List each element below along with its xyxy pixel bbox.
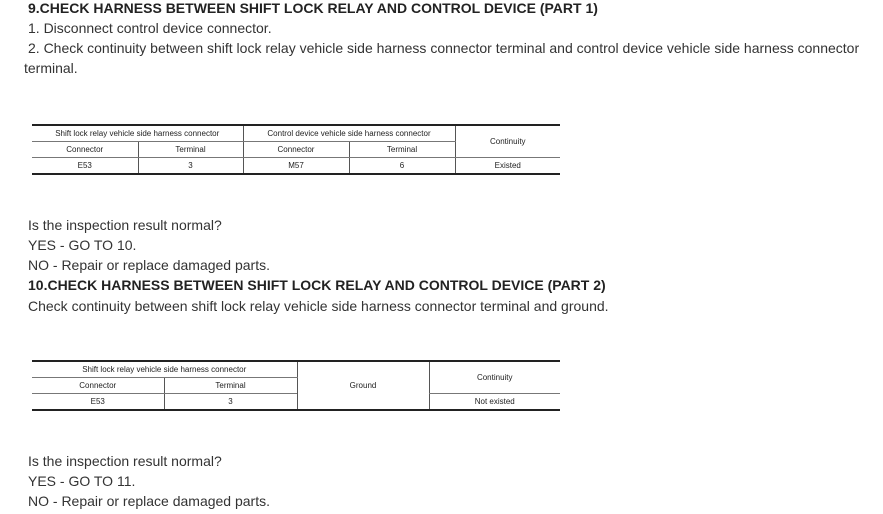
cell: Not existed <box>429 394 560 411</box>
cell: 6 <box>349 158 455 175</box>
step10-no: NO - Repair or replace damaged parts. <box>28 493 270 509</box>
continuity-table-2 <box>32 360 560 411</box>
header-control-device-connector: Control device vehicle side harness connector <box>243 125 455 142</box>
header-terminal: Terminal <box>164 378 297 394</box>
header-connector: Connector <box>32 378 164 394</box>
step9-instruction-1: 1. Disconnect control device connector. <box>28 20 272 36</box>
step9-question: Is the inspection result normal? <box>28 217 222 233</box>
header-connector: Connector <box>243 142 349 158</box>
cell: E53 <box>32 394 164 411</box>
step10-title: 10.CHECK HARNESS BETWEEN SHIFT LOCK RELAY AND CONTROL DEVICE (PART 2) <box>28 277 606 293</box>
cell: 3 <box>164 394 297 411</box>
step10-yes: YES - GO TO 11. <box>28 473 136 489</box>
cell: Existed <box>455 158 560 175</box>
step9-no: NO - Repair or replace damaged parts. <box>28 257 270 273</box>
header-connector: Connector <box>32 142 138 158</box>
header-terminal: Terminal <box>138 142 243 158</box>
step10-instruction: Check continuity between shift lock relay vehicle side harness connector terminal and ground. <box>28 298 609 314</box>
header-shift-lock-connector: Shift lock relay vehicle side harness connector <box>32 125 243 142</box>
step9-instruction-2: 2. Check continuity between shift lock relay vehicle side harness connector terminal and control device vehicle side harness connector <box>28 40 860 56</box>
header-terminal: Terminal <box>349 142 455 158</box>
cell: E53 <box>32 158 138 175</box>
header-continuity: Continuity <box>455 125 560 158</box>
cell: M57 <box>243 158 349 175</box>
step9-instruction-2-cont: terminal. <box>24 60 78 76</box>
header-shift-lock-connector: Shift lock relay vehicle side harness connector <box>32 361 297 378</box>
header-continuity: Continuity <box>429 361 560 394</box>
step9-title: 9.CHECK HARNESS BETWEEN SHIFT LOCK RELAY AND CONTROL DEVICE (PART 1) <box>28 0 598 16</box>
ground-cell: Ground <box>297 361 429 410</box>
step9-yes: YES - GO TO 10. <box>28 237 137 253</box>
continuity-table-1 <box>32 124 560 175</box>
step10-question: Is the inspection result normal? <box>28 453 222 469</box>
cell: 3 <box>138 158 243 175</box>
